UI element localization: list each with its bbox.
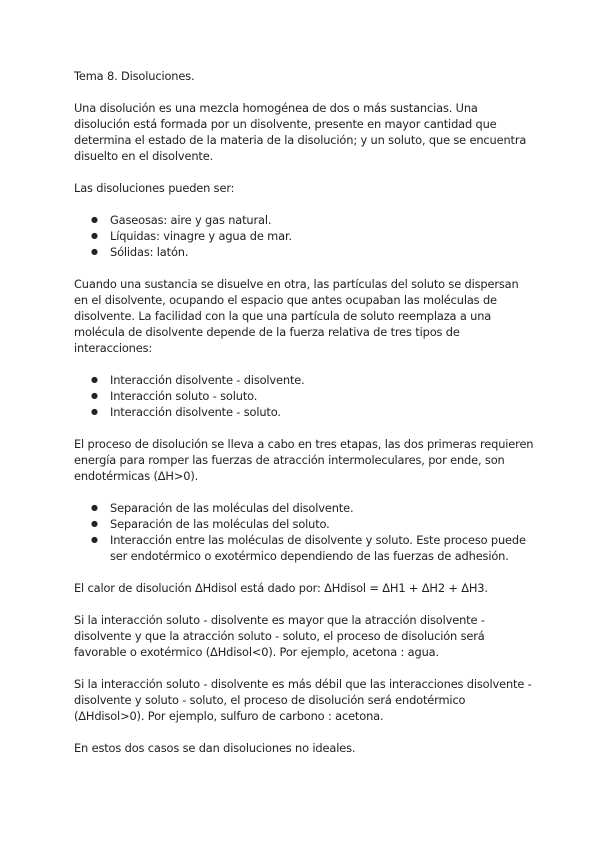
- document-page: [74, 68, 534, 772]
- list-item: ● Separación de las moléculas del disolvente.: [110, 500, 534, 516]
- list-item: ● Sólidas: latón.: [110, 244, 534, 260]
- dispersion-paragraph: Cuando una sustancia se disuelve en otra, las partículas del soluto se dispersan en el disolvente, ocupando el espacio que antes ocupaban las moléculas de disolvente. La facilidad con la que una partícula de soluto reemplaza a una molécula de disolvente depende de la fuerza relativa de tres tipos de interacciones:: [74, 277, 519, 355]
- interactions-list: [74, 372, 534, 420]
- endothermic-paragraph: Si la interacción soluto - disolvente es más débil que las interacciones disolvente - disolvente y soluto - soluto, el proceso de disolución será endotérmico (ΔHdisol>0). Por ejemplo, sulfuro de carbono : acetona.: [74, 677, 532, 723]
- types-heading: Las disoluciones pueden ser:: [74, 181, 235, 195]
- list-item: ● Gaseosas: aire y gas natural.: [110, 212, 534, 228]
- list-item: ● Separación de las moléculas del soluto.: [110, 516, 534, 532]
- document-title: Tema 8. Disoluciones.: [74, 69, 195, 83]
- stages-list: [74, 500, 534, 564]
- conclusion-paragraph: En estos dos casos se dan disoluciones no ideales.: [74, 741, 356, 755]
- list-item: ● Interacción soluto - soluto.: [110, 388, 534, 404]
- exothermic-paragraph: Si la interacción soluto - disolvente es mayor que la atracción disolvente - disolvente y que la atracción soluto - soluto, el proceso de disolución será favorable o exotérmico (ΔHdisol<0). Por ejemplo, acetona : agua.: [74, 613, 485, 659]
- process-paragraph: El proceso de disolución se lleva a cabo en tres etapas, las dos primeras requieren energía para romper las fuerzas de atracción intermoleculares, por ende, son endotérmicas (ΔH>0).: [74, 437, 534, 483]
- list-item: ● Interacción disolvente - disolvente.: [110, 372, 534, 388]
- types-list: [74, 212, 534, 260]
- list-item: ● Líquidas: vinagre y agua de mar.: [110, 228, 534, 244]
- list-item: ● Interacción disolvente - soluto.: [110, 404, 534, 420]
- heat-paragraph: El calor de disolución ΔHdisol está dado por: ΔHdisol = ΔH1 + ΔH2 + ΔH3.: [74, 581, 488, 595]
- list-item: ● Interacción entre las moléculas de disolvente y soluto. Este proceso puede ser endotérmico o exotérmico dependiendo de las fuerzas de adhesión.: [110, 532, 534, 564]
- intro-paragraph: Una disolución es una mezcla homogénea de dos o más sustancias. Una disolución está formada por un disolvente, presente en mayor cantidad que determina el estado de la materia de la disolución; y un soluto, que se encuentra disuelto en el disolvente.: [74, 101, 527, 163]
